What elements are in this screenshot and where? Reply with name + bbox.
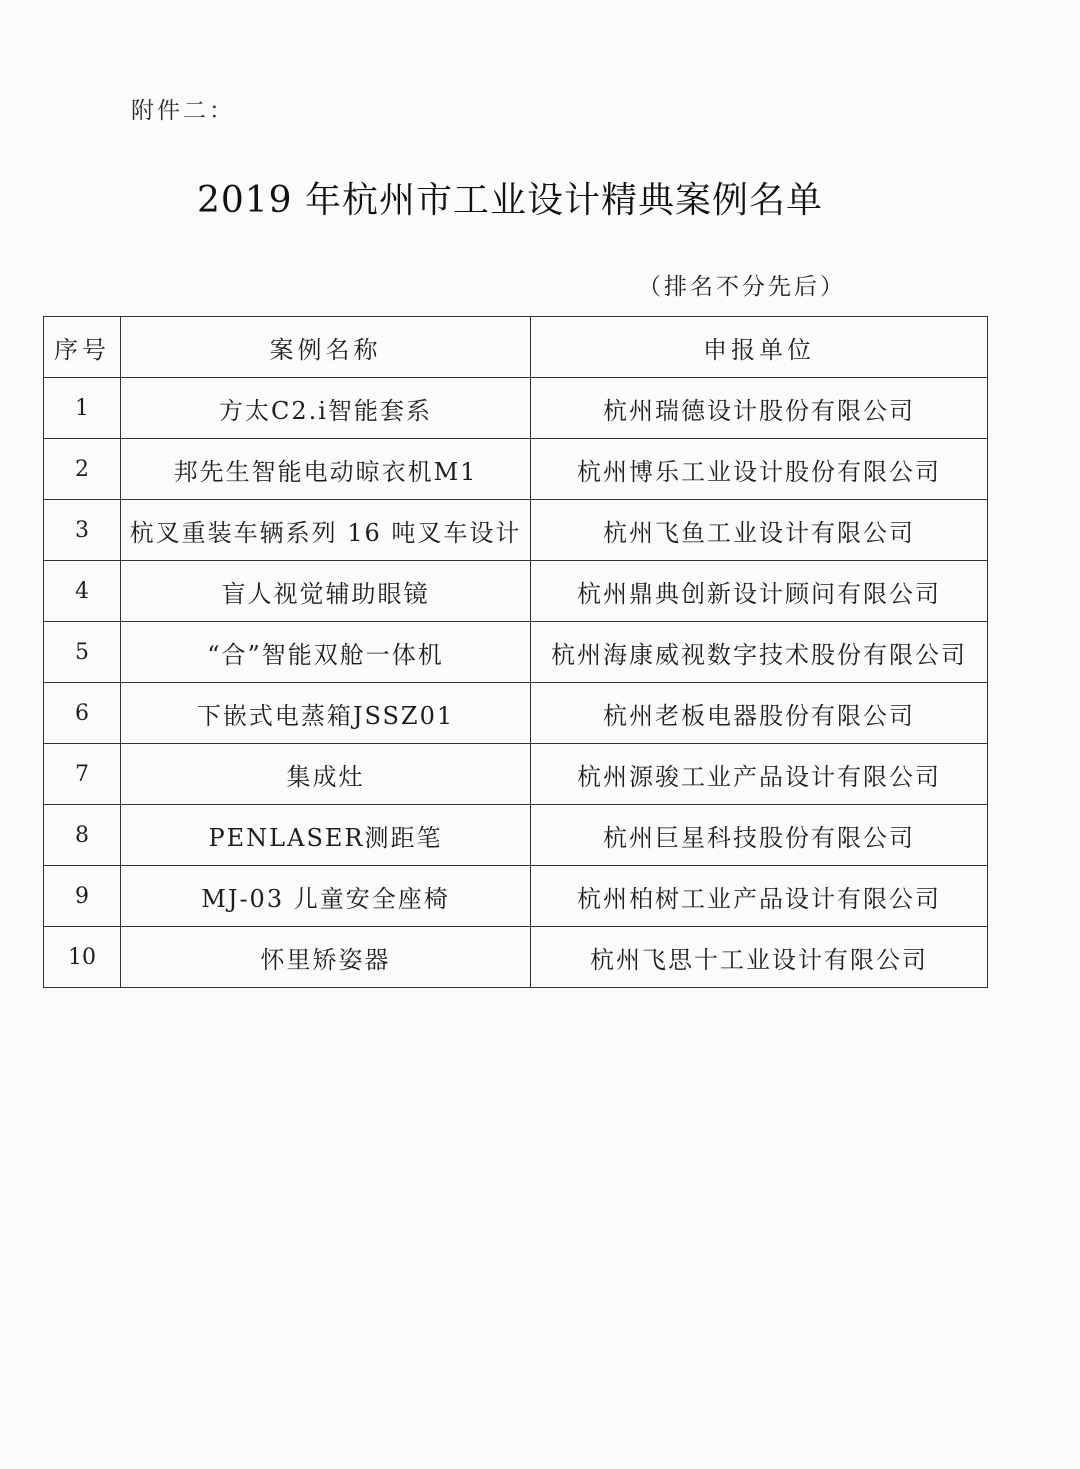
case-name: 下嵌式电蒸箱JSSZ01 — [121, 683, 531, 744]
applicant-unit: 杭州飞思十工业设计有限公司 — [531, 927, 988, 988]
row-number: 10 — [44, 927, 121, 988]
case-name: 杭叉重装车辆系列 16 吨叉车设计 — [121, 500, 531, 561]
row-number: 1 — [44, 378, 121, 439]
table-header-row — [44, 317, 988, 378]
case-name: 邦先生智能电动晾衣机M1 — [121, 439, 531, 500]
applicant-unit: 杭州老板电器股份有限公司 — [531, 683, 988, 744]
table-row — [44, 927, 988, 988]
document-title: 2019 年杭州市工业设计精典案例名单 — [196, 180, 824, 221]
table-row — [44, 439, 988, 500]
row-number: 6 — [44, 683, 121, 744]
row-number: 4 — [44, 561, 121, 622]
case-name: 集成灶 — [121, 744, 531, 805]
applicant-unit: 杭州瑞德设计股份有限公司 — [531, 378, 988, 439]
case-name: “合”智能双舱一体机 — [121, 622, 531, 683]
case-name: MJ-03 儿童安全座椅 — [121, 866, 531, 927]
applicant-unit: 杭州海康威视数字技术股份有限公司 — [531, 622, 988, 683]
applicant-unit: 杭州博乐工业设计股份有限公司 — [531, 439, 988, 500]
case-name: 怀里矫姿器 — [121, 927, 531, 988]
row-number: 8 — [44, 805, 121, 866]
applicant-unit: 杭州飞鱼工业设计有限公司 — [531, 500, 988, 561]
attachment-label: 附件二： — [131, 98, 235, 124]
case-name: 盲人视觉辅助眼镜 — [121, 561, 531, 622]
row-number: 7 — [44, 744, 121, 805]
applicant-unit: 杭州巨星科技股份有限公司 — [531, 805, 988, 866]
column-header-case-name: 案例名称 — [121, 317, 531, 378]
applicant-unit: 杭州鼎典创新设计顾问有限公司 — [531, 561, 988, 622]
row-number: 3 — [44, 500, 121, 561]
table-row — [44, 866, 988, 927]
table-row — [44, 805, 988, 866]
case-name: PENLASER测距笔 — [121, 805, 531, 866]
table-row — [44, 622, 988, 683]
applicant-unit: 杭州柏树工业产品设计有限公司 — [531, 866, 988, 927]
table-row — [44, 500, 988, 561]
row-number: 9 — [44, 866, 121, 927]
ranking-note: （排名不分先后） — [638, 274, 846, 300]
row-number: 5 — [44, 622, 121, 683]
table-row — [44, 561, 988, 622]
case-list-table — [43, 316, 988, 988]
case-name: 方太C2.i智能套系 — [121, 378, 531, 439]
row-number: 2 — [44, 439, 121, 500]
table-row — [44, 744, 988, 805]
column-header-unit: 申报单位 — [531, 317, 988, 378]
column-header-no: 序号 — [44, 317, 121, 378]
applicant-unit: 杭州源骏工业产品设计有限公司 — [531, 744, 988, 805]
table-row — [44, 378, 988, 439]
table-row — [44, 683, 988, 744]
